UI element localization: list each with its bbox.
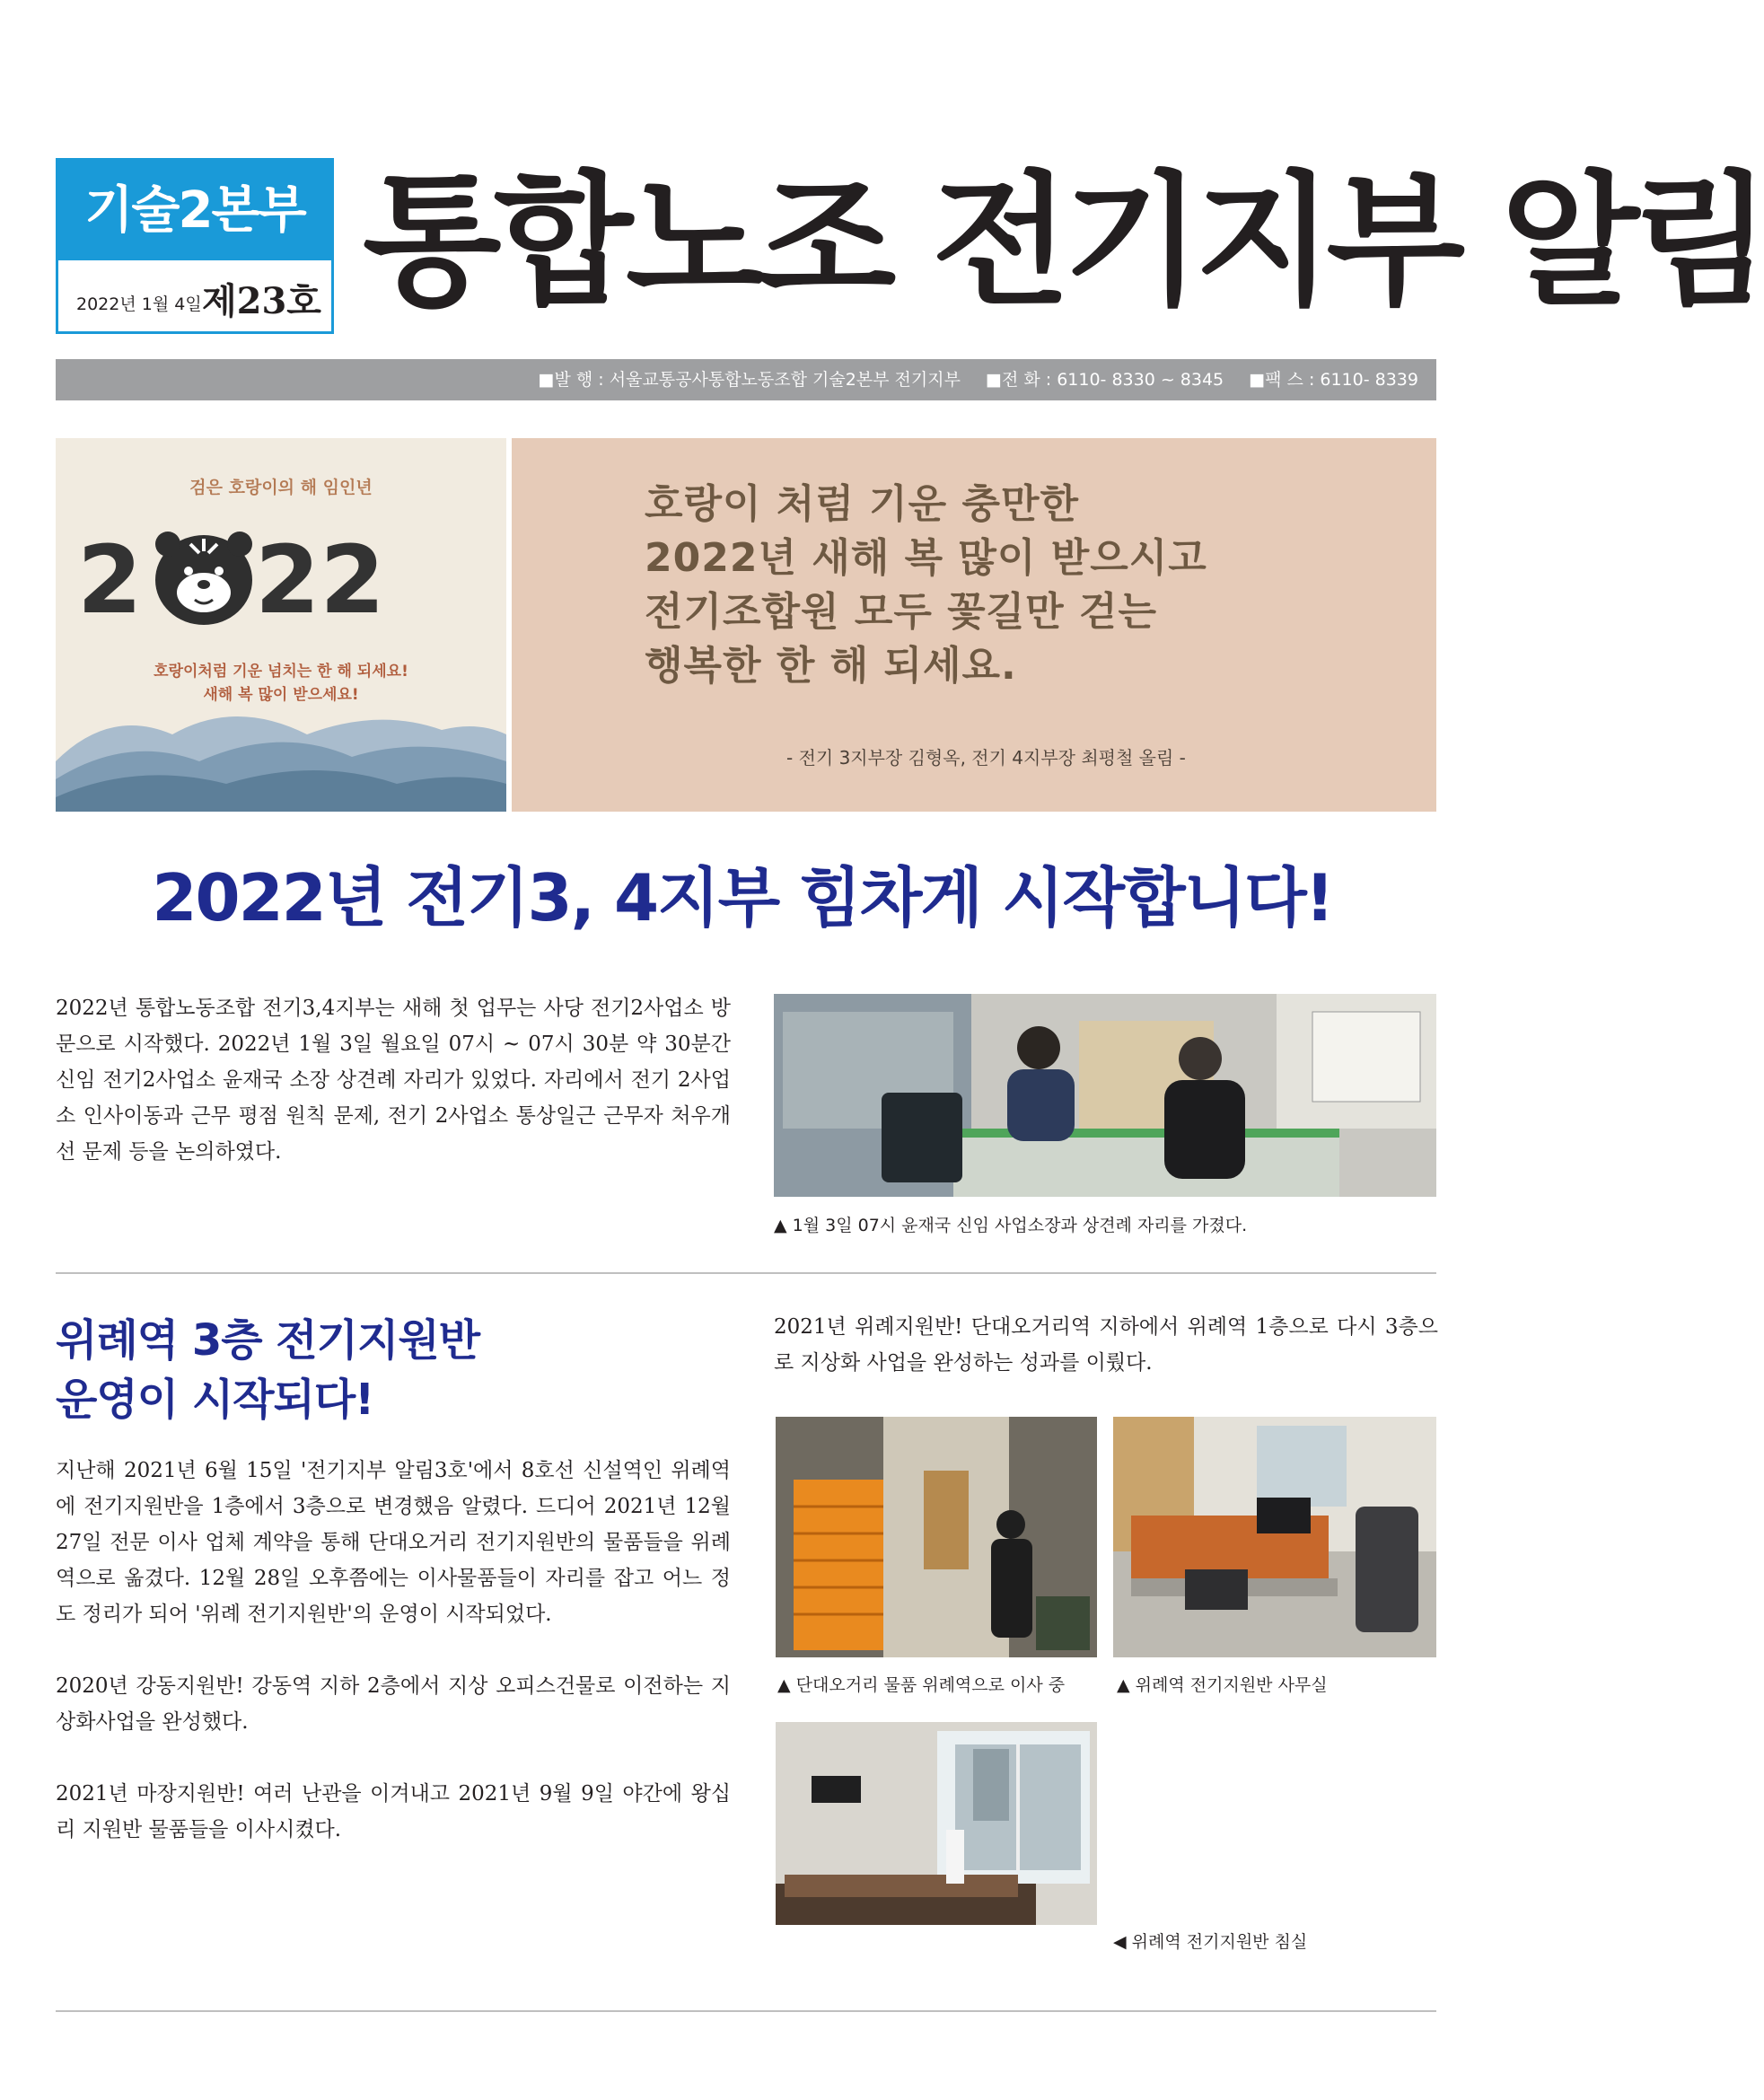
greeting-panel — [512, 438, 1436, 812]
greeting-line: 행복한 한 해 되세요. — [645, 643, 1017, 689]
card-wish-line: 새해 복 많이 받으세요! — [203, 686, 359, 704]
article1-body: 2022년 통합노동조합 전기3,4지부는 새해 첫 업무는 사당 전기2사업소 방문으로 시작했다. 2022년 1월 3일 월요일 07시 ~ 07시 30분 약 30분간 신임 전기2사업소 윤재국 소장 상견례 자리가 있었다. 자리에서 전기 2사업소 인사이동과 근무 평점 원칙 문제, 전기 2사업소 통상일근 근무자 처우개선 문제 등을 논의하였다. — [56, 997, 731, 1164]
tiger-face-icon — [155, 532, 252, 625]
moving-photo-caption: ▲ 단대오거리 물품 위례역으로 이사 중 — [777, 1675, 1066, 1695]
greeting-line: 호랑이 처럼 기운 충만한 — [645, 481, 1079, 527]
article1-headline: 2022년 전기3, 4지부 힘차게 시작합니다! — [152, 860, 1333, 936]
meeting-photo — [774, 994, 1436, 1197]
meeting-photo-caption: ▲ 1월 3일 07시 윤재국 신임 사업소장과 상견례 자리를 가졌다. — [774, 1216, 1248, 1235]
issue-badge — [56, 158, 334, 334]
bedroom-photo — [776, 1722, 1097, 1925]
moving-photo — [776, 1417, 1097, 1657]
phone-info: ■전 화 : 6110- 8330 ~ 8345 — [986, 370, 1224, 390]
article2-paragraph: 2020년 강동지원반! 강동역 지하 2층에서 지상 오피스건물로 이전하는 지상화사업을 완성했다. — [56, 1674, 731, 1734]
greeting-line: 전기조합원 모두 꽃길만 걷는 — [645, 589, 1158, 635]
card-wish — [56, 660, 506, 707]
office-photo — [1113, 1417, 1436, 1657]
issue-date: 2022년 1월 4일 — [76, 294, 202, 314]
card-subtitle: 검은 호랑이의 해 임인년 — [189, 478, 373, 497]
svg-text:22: 22 — [255, 525, 385, 635]
article2-headline-line: 위례역 3층 전기지원반 — [56, 1315, 480, 1366]
bottom-divider — [56, 2010, 1436, 2012]
svg-text:2: 2 — [77, 525, 143, 635]
office-photo-caption: ▲ 위례역 전기지원반 사무실 — [1117, 1675, 1328, 1695]
section-divider — [56, 1272, 1436, 1274]
greeting-signature: - 전기 3지부장 김형옥, 전기 4지부장 최평철 올림 - — [786, 747, 1186, 769]
new-year-card-image — [56, 438, 506, 812]
greeting-line: 2022년 새해 복 많이 받으시고 — [645, 535, 1207, 581]
article2-body — [56, 1453, 731, 1884]
article2-paragraph: 2021년 마장지원반! 여러 난관을 이겨내고 2021년 9월 9일 야간에 왕십리 지원반 물품들을 이사시켰다. — [56, 1782, 731, 1841]
article2-paragraph: 지난해 2021년 6월 15일 '전기지부 알림3호'에서 8호선 신설역인 위례역에 전기지원반을 1층에서 3층으로 변경했음 알렸다. 드디어 2021년 12월 27일 전문 이사 업체 계약을 통해 단대오거리 전기지원반의 물품들을 위례역으로 옮겼다. 12월 28일 오후쯤에는 이사물품들이 자리를 잡고 어느 정도 정리가 되어 '위례 전기지원반'의 운영이 시작되었다. — [56, 1459, 731, 1626]
article2-side-text: 2021년 위례지원반! 단대오거리역 지하에서 위례역 1층으로 다시 3층으로 지상화 사업을 완성하는 성과를 이뤘다. — [774, 1315, 1438, 1375]
article2-headline — [56, 1311, 479, 1429]
bedroom-photo-caption: ◀ 위례역 전기지원반 침실 — [1113, 1932, 1308, 1952]
division-tag: 기술2본부 — [58, 161, 331, 260]
publisher-bar — [56, 359, 1436, 400]
issue-number: 제23호 — [202, 280, 321, 322]
card-wish-line: 호랑이처럼 기운 넘치는 한 해 되세요! — [154, 663, 408, 681]
greeting-message — [645, 478, 1207, 693]
newsletter-title: 통합노조 전기지부 알림 — [363, 157, 1764, 325]
publisher-info: ■발 행 : 서울교통공사통합노동조합 기술2본부 전기지부 — [538, 370, 961, 390]
fax-info: ■팩 스 : 6110- 8339 — [1249, 370, 1418, 390]
article2-headline-line: 운영이 시작되다! — [56, 1375, 374, 1425]
